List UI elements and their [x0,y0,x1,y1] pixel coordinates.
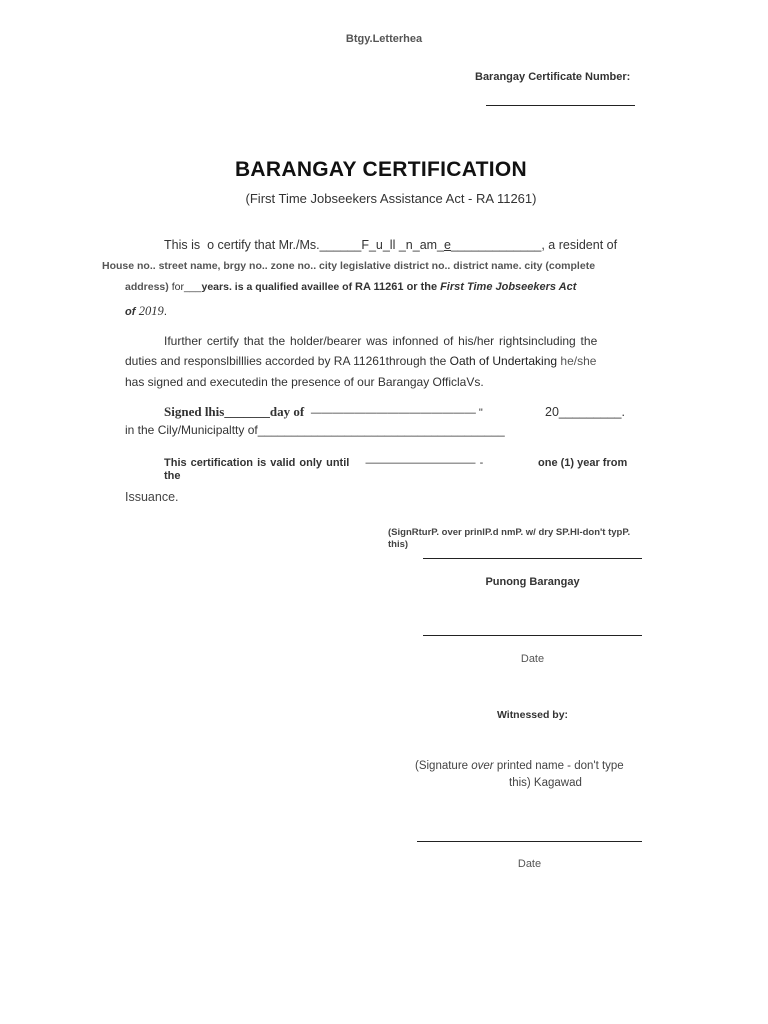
para2-line1: Ifurther certify that the holder/bearer was infonned of his/her rightsincluding the [164,334,598,348]
kagawad-signature-note-2: this) Kagawad [509,777,582,789]
para2-line3: has signed and executedin the presence of our Barangay OfficlaVs. [125,375,484,389]
para1-line3: address) for___years. is a qualified availlee of RA 11261 or the First Time Jobseekers Act [125,281,577,293]
date-label-2: Date [517,858,542,870]
para1-line1: This is o certify that Mr./Ms.______F_u_ll _n_am_e_____________, a resident of [164,238,618,252]
validity-the: the [164,470,181,482]
signed-line: Signed lhis_______day of ——————————————— " [164,404,483,419]
para1-line4: of 2019. [125,304,168,318]
para2-line2: duties and responslbilllies accorded by RA 11261through the Oath of Undertaking he/she [125,354,597,368]
validity-one-year: one (1) year from [538,457,628,469]
para1-line2: House no.. street name, brgy no.. zone no.. city legislative district no.. district name. city (complete [102,260,596,272]
certificate-number-label: Barangay Certificate Number: [475,71,631,83]
validity-line: This certification is valid only until —————————— - [164,457,484,469]
validity-issuance: Issuance. [125,490,179,504]
letterhead: Btgy.Letterhea [345,33,423,45]
subtitle: (First Time Jobseekers Assistance Act - RA 11261) [245,191,537,206]
date-signature-line-1 [423,635,642,636]
date-label-1: Date [520,653,545,665]
punong-barangay-label: Punong Barangay [485,576,580,588]
witnessed-by-label: Witnessed by: [496,709,569,721]
date-signature-line-2 [417,841,642,842]
punong-signature-line [423,558,642,559]
signed-year: 20_________. [545,405,625,419]
kagawad-signature-note: (Signature over printed name - don't type [415,760,624,772]
signature-instruction: (SignRturP. over prinlP.d nmP. w/ dry SP.Hl-don't typP. [388,527,631,538]
full-name-field: ______F_u_ll _n_am_e_____________ [319,238,542,252]
signature-instruction-2: this) [388,539,409,550]
page-title: BARANGAY CERTIFICATION [234,158,528,181]
city-line: in the Cily/Municipaltty of_____________________________________ [125,423,505,437]
certificate-number-line [486,105,635,106]
